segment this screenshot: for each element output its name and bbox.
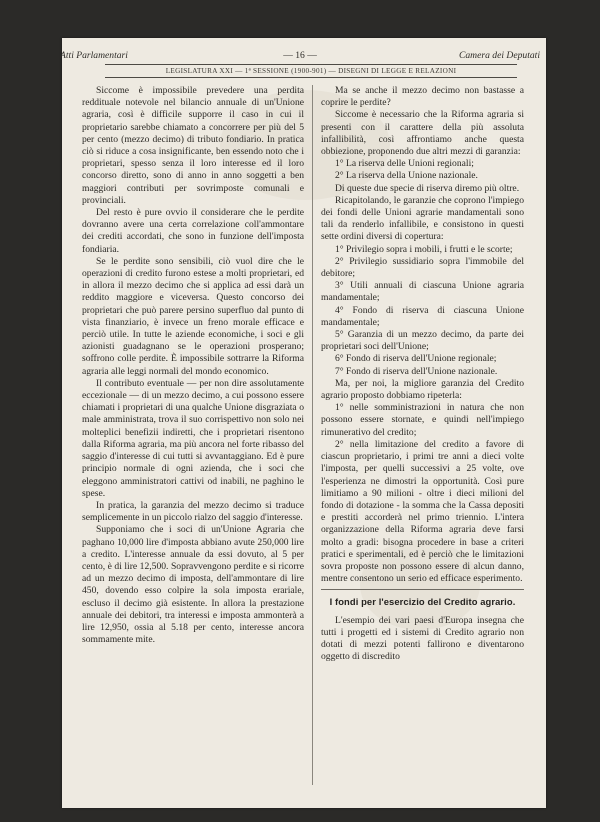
- header-right: Camera dei Deputati: [458, 50, 540, 61]
- header-left: Atti Parlamentari: [60, 50, 128, 61]
- coverage-item: 7° Fondo di riserva dell'Unione nazionale.: [335, 365, 498, 377]
- paragraph: Supponiamo che i soci di un'Unione Agraria che paghano 10,000 lire d'imposta abbiano avute 250,000 lire a credito. L'interesse annuale da essi dovuto, al 5 per cento, è di lire 12,500. Sopravvengono perdite e si ricorre ad un mezzo decimo di imposta, dell'ammontare di lire 450, dovendo esso colpire la sola imposta erariale, escluso il decimo già esistente. In allora la prestazione annuale dei debitori, tra interessi e imposta ammonterà a lire 12,950, ossia al 5.18 per cento, interesse ancora sommamente mite.: [82, 524, 304, 646]
- column-divider: [312, 85, 313, 785]
- header-rule-bottom: [105, 77, 517, 78]
- paragraph: Se le perdite sono sensibili, ciò vuol dire che le operazioni di credito furono estese a molti proprietari, ed in allora il mezzo decimo che si applica ad essi darà un reddito maggiore e viceversa. Questo concorso dei proprietari che può parere persino superfluo dal punto di vista finanziario, è invece un freno morale efficace e perciò utile. In tutte le aziende economiche, i soci e gli azionisti guadagnano se le operazioni prosperano; soffrono colle perdite. È impossibile sottrarre la Riforma agraria alle leggi normali del mondo economico.: [82, 255, 304, 377]
- coverage-item: 5° Garanzia di un mezzo decimo, da parte dei proprietari soci dell'Unione;: [321, 329, 524, 353]
- reserve-item: 2° La riserva della Unione nazionale.: [335, 170, 478, 182]
- paragraph: Il contributo eventuale — per non dire assolutamente eccezionale — di un mezzo decimo, a cui possono essere chiamati i proprietari di una qualche Unione disgraziata o male amministrata, trova il suo corrispettivo non solo nei molteplici benefizii indiretti, che i proprietari risentono dalla Riforma agraria, ma più ancora nel forte ribasso del saggio d'interesse di cui tutti si avvantaggiano. Ed è pure principio normale di ogni azienda, che i soci che eleggono amministratori cattivi od inabili, ne paghino le spese.: [82, 377, 304, 499]
- paragraph: Ma, per noi, la migliore garanzia del Credito agrario proposto dobbiamo ripeterla:: [321, 377, 524, 402]
- paragraph: In pratica, la garanzia del mezzo decimo si traduce semplicemente in un piccolo rialzo del saggio d'interesse.: [82, 499, 304, 524]
- coverage-item: 1° Privilegio sopra i mobili, i frutti e le scorte;: [335, 243, 513, 255]
- coverage-item: 4° Fondo di riserva di ciascuna Unione mandamentale;: [321, 304, 524, 328]
- paragraph: Ricapitolando, le garanzie che coprono l'impiego dei fondi delle Unioni agrarie mandamentali sono tali da renderlo infallibile, e consistono in questi sette ordini diversi di copertura:: [321, 194, 524, 243]
- coverage-item: 6° Fondo di riserva dell'Unione regionale;: [335, 353, 497, 365]
- right-column: [321, 85, 524, 663]
- header-rule-top: [105, 64, 517, 65]
- paragraph: Del resto è pure ovvio il considerare che le perdite dovranno avere una certa correlazione coll'ammontare dei crediti accordati, che sono in funzione dell'imposta fondiaria.: [82, 207, 304, 255]
- section-title: I fondi per l'esercizio del Credito agrario.: [329, 596, 516, 608]
- guarantee-item: 1° nelle somministrazioni in natura che non possono essere stornate, e quindi nell'impiego rimunerativo del credito;: [321, 402, 524, 438]
- page-number: — 16 —: [283, 50, 317, 61]
- paragraph: L'esempio dei vari paesi d'Europa insegna che tutti i progetti ed i sistemi di Credito agrario non dotati di mezzi potenti fallirono e diventarono oggetto di discredito: [321, 614, 524, 663]
- paragraph: Siccome è impossibile prevedere una perdita reddituale notevole nel bilancio annuale di un'Unione agraria, così è difficile supporre il caso in cui il proprietario sarebbe chiamato a concorrere per più del 5 per cento (mezzo decimo) di tributo fondiario. In pratica ciò si riduce a cosa insignificante, ben essendo noto che i proprietari, spesso senza il loro interesse ed il loro concorso diretto, sono di anno in anno soggetti a ben maggiori contributi per sovrimposte comunali e provinciali.: [82, 85, 304, 206]
- reserve-item: 1° La riserva delle Unioni regionali;: [335, 158, 474, 170]
- paragraph: Di queste due specie di riserva diremo più oltre.: [335, 182, 520, 194]
- left-column: [82, 85, 304, 646]
- section-rule: [321, 589, 524, 590]
- paragraph: Siccome è necessario che la Riforma agraria si presenti con il carattere della più assoluta infallibilità, così affrontiamo anche questa obbiezione, proponendo due altri mezzi di garanzia:: [321, 109, 524, 158]
- coverage-item: 2° Privilegio sussidiario sopra l'immobile del debitore;: [321, 255, 524, 280]
- coverage-item: 3° Utili annuali di ciascuna Unione agraria mandamentale;: [321, 280, 524, 304]
- guarantee-item: 2° nella limitazione del credito a favore di ciascun proprietario, i primi tre anni a dieci volte l'imposta, per quelli successivi a 25 volte, ove l'esperienza ne dimostri la opportunità. Così pure limitiamo a 90 milioni - oltre i dieci milioni del fondo di dotazione - la somma che la Cassa depositi e prestiti accorderà nel primo triennio. L'intera organizzazione della Riforma agraria deve farsi molto a gradi: bisogna procedere in base a criteri pratici e sperimentali, ed è perciò che le limitazioni sovra proposte non possono essere di alcun danno, mentre consentono un serio ed efficace esperimento.: [321, 438, 524, 585]
- paragraph: Ma se anche il mezzo decimo non bastasse a coprire le perdite?: [321, 85, 524, 109]
- subheader: LEGISLATURA XXI — 1ª SESSIONE (1900-901) — DISEGNI DI LEGGE E RELAZIONI: [165, 67, 457, 75]
